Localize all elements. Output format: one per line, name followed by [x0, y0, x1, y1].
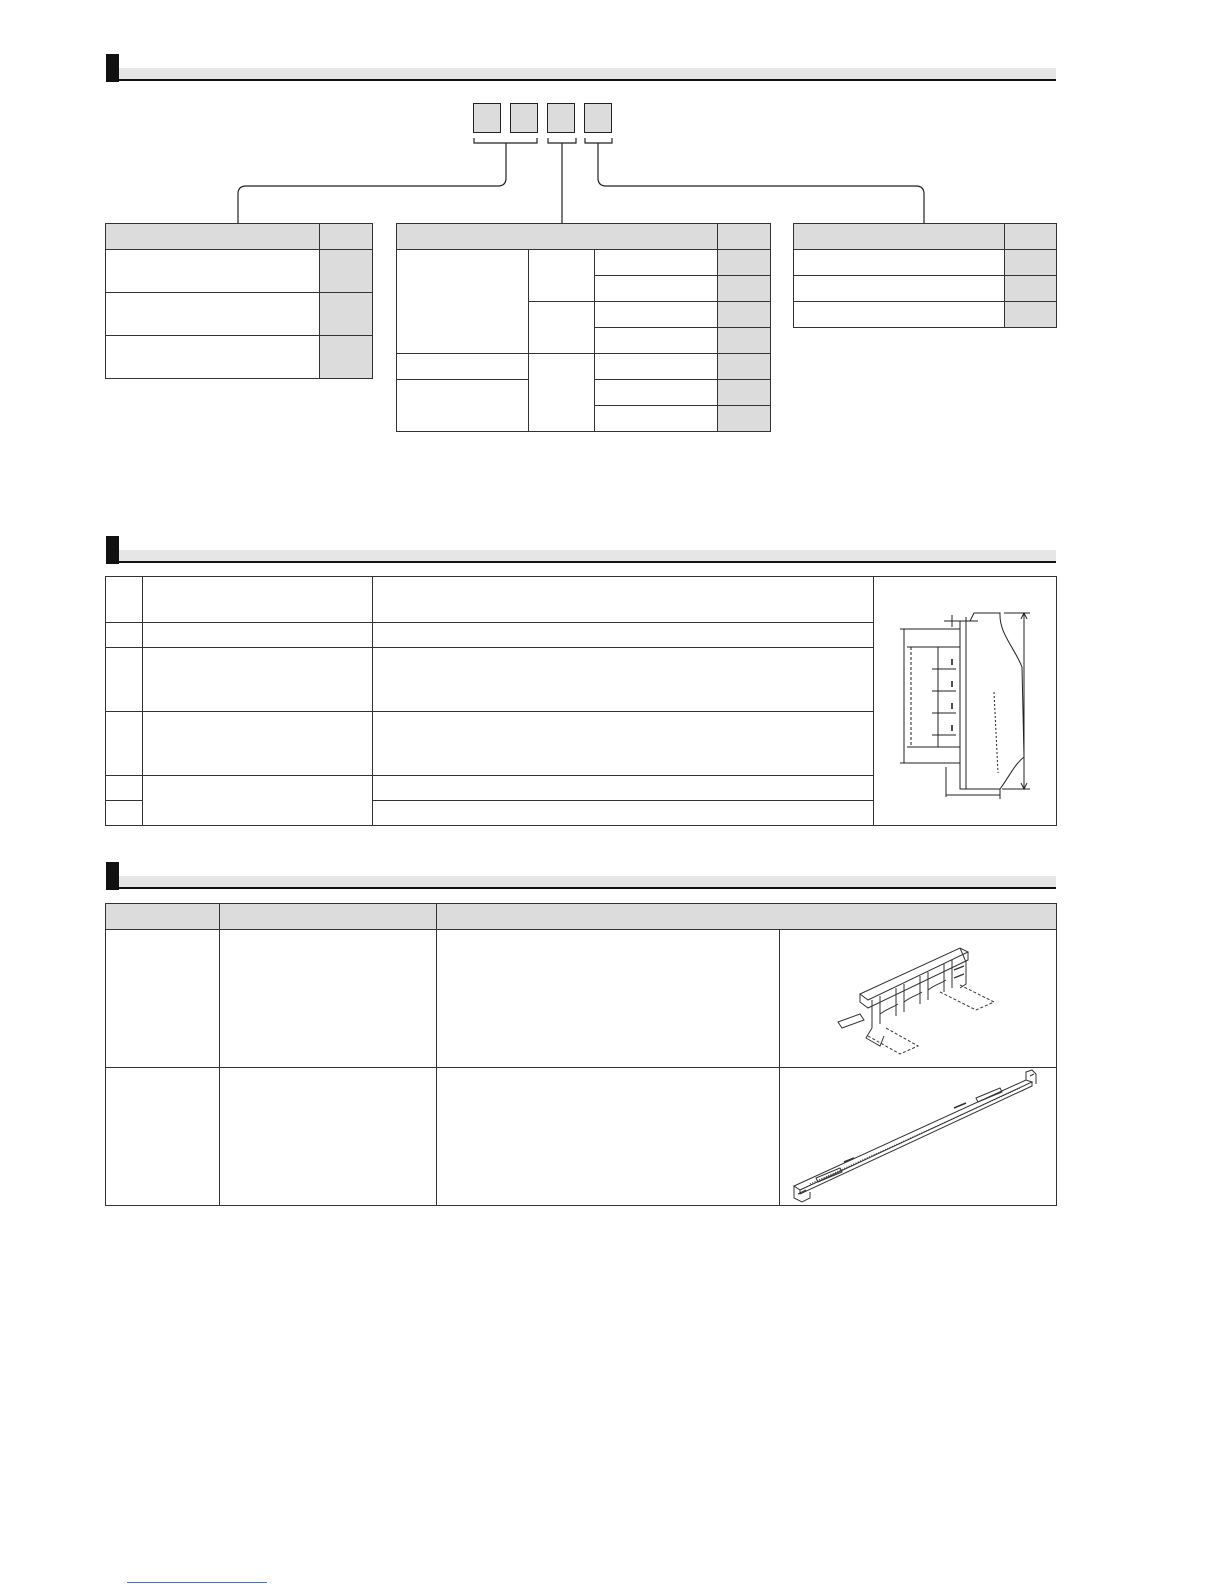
table-row	[794, 276, 1057, 302]
accessory-model	[220, 1068, 437, 1206]
accessory-figure-cell	[780, 1068, 1057, 1206]
code-value-cell	[1005, 276, 1057, 302]
table-row	[106, 336, 373, 379]
mounting-rail-figure	[780, 1068, 1057, 1206]
code-value-cell	[718, 276, 771, 302]
spec-figure-cell	[874, 577, 1057, 826]
spec-item	[143, 776, 373, 826]
code-table-left	[105, 223, 373, 379]
spec-description	[373, 648, 874, 712]
table-cell	[397, 380, 529, 432]
section-marker	[106, 536, 119, 564]
code-table-right	[793, 223, 1057, 328]
code-value-cell	[1005, 250, 1057, 276]
table-cell	[595, 302, 718, 328]
table-row	[106, 1068, 1057, 1206]
table-cell	[595, 250, 718, 276]
spec-number	[106, 712, 143, 776]
table-cell	[595, 328, 718, 354]
table-header-cell	[397, 224, 718, 250]
table-row	[106, 293, 373, 336]
table-cell	[529, 302, 595, 354]
table-header-cell	[220, 904, 437, 930]
code-value-cell	[320, 250, 373, 293]
spec-number	[106, 801, 143, 826]
table-cell	[529, 250, 595, 302]
table-header-cell	[320, 224, 373, 250]
spec-description	[373, 623, 874, 648]
table-header-cell	[794, 224, 1005, 250]
mounting-bracket-figure	[780, 930, 1057, 1068]
section-header-accessories	[106, 862, 1056, 890]
table-cell	[794, 276, 1005, 302]
code-table-middle	[396, 223, 771, 432]
spec-item	[143, 623, 373, 648]
spec-number	[106, 577, 143, 623]
table-header-cell	[106, 224, 320, 250]
table-cell	[106, 293, 320, 336]
spec-item	[143, 648, 373, 712]
code-value-cell	[718, 406, 771, 432]
table-row	[397, 354, 771, 380]
table-cell	[794, 302, 1005, 328]
dimension-diagram-figure	[874, 577, 1057, 826]
model-code-connector-lines	[0, 0, 1224, 240]
table-cell	[595, 354, 718, 380]
spec-description	[373, 801, 874, 826]
section-marker	[106, 862, 119, 890]
accessory-description	[437, 1068, 780, 1206]
spec-item	[143, 577, 373, 623]
specifications-table	[105, 576, 1057, 826]
table-cell	[397, 250, 529, 354]
footer-link[interactable]	[127, 1561, 267, 1583]
table-cell	[595, 380, 718, 406]
table-header-cell	[718, 224, 771, 250]
table-cell	[794, 250, 1005, 276]
table-header-cell	[437, 904, 1057, 930]
table-row	[794, 250, 1057, 276]
table-row	[397, 250, 771, 276]
accessory-name	[106, 1068, 220, 1206]
accessories-table	[105, 903, 1057, 1206]
spec-number	[106, 776, 143, 801]
spec-description	[373, 577, 874, 623]
table-row	[106, 930, 1057, 1068]
section-header-specifications	[106, 536, 1056, 564]
code-value-cell	[1005, 302, 1057, 328]
table-cell	[106, 336, 320, 379]
spec-description	[373, 776, 874, 801]
spec-number	[106, 648, 143, 712]
accessory-figure-cell	[780, 930, 1057, 1068]
spec-item	[143, 712, 373, 776]
code-value-cell	[718, 328, 771, 354]
code-value-cell	[320, 336, 373, 379]
code-value-cell	[718, 380, 771, 406]
table-cell	[397, 354, 529, 380]
code-value-cell	[320, 293, 373, 336]
table-header-cell	[106, 904, 220, 930]
spec-number	[106, 623, 143, 648]
table-row	[794, 302, 1057, 328]
table-cell	[106, 250, 320, 293]
table-cell	[595, 406, 718, 432]
table-cell	[595, 276, 718, 302]
code-value-cell	[718, 354, 771, 380]
code-value-cell	[718, 250, 771, 276]
accessory-name	[106, 930, 220, 1068]
table-cell	[529, 354, 595, 432]
code-value-cell	[718, 302, 771, 328]
table-row	[106, 250, 373, 293]
spec-description	[373, 712, 874, 776]
table-header-cell	[1005, 224, 1057, 250]
accessory-model	[220, 930, 437, 1068]
table-row	[106, 577, 1057, 623]
accessory-description	[437, 930, 780, 1068]
